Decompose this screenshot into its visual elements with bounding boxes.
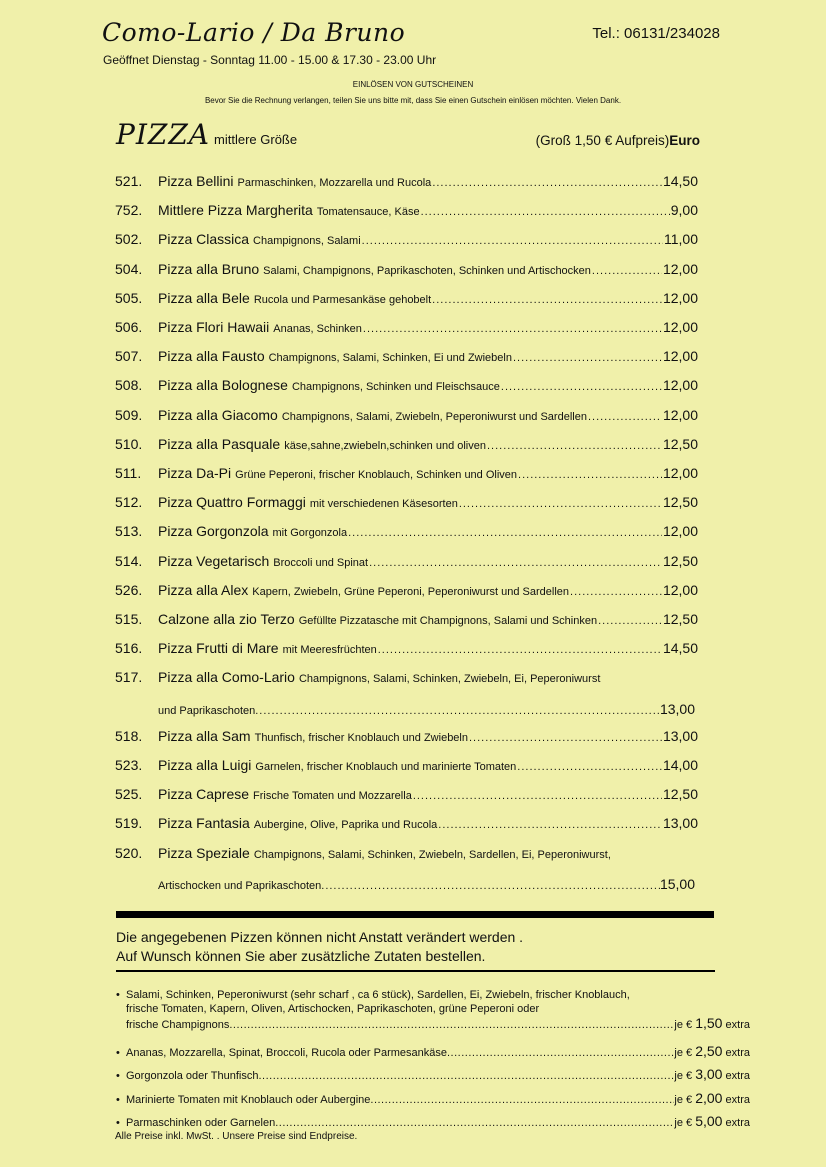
menu-item (115, 290, 698, 306)
leader-dots (570, 586, 662, 598)
item-description: Kapern, Zwiebeln, Grüne Peperoni, Peperoniwurst und Sardellen (252, 585, 570, 598)
item-description: Gefüllte Pizzatasche mit Champignons, Salami und Schinken (298, 615, 598, 627)
item-description: Rucola und Parmesankäse gehobelt (253, 293, 432, 306)
item-name: Pizza alla Bolognese (158, 377, 288, 394)
price-amount: 1,50 (695, 1016, 723, 1031)
item-name: Pizza alla Como-Lario (158, 669, 295, 686)
item-number: 514. (115, 552, 143, 569)
item-description: Champignons, Schinken und Fleischsauce (291, 381, 500, 394)
extra-option (116, 1114, 750, 1130)
item-number: 516. (115, 640, 143, 657)
item-price: 12,00 (662, 319, 698, 335)
item-description: mit Meeresfrüchten (282, 644, 377, 657)
bullet-icon: • (116, 989, 120, 1001)
item-number: 518. (115, 727, 143, 744)
item-price: 15,00 (659, 875, 695, 892)
item-name: Pizza Quattro Formaggi (158, 494, 306, 511)
menu-item (115, 728, 698, 744)
menu-item (115, 465, 698, 481)
item-name: Mittlere Pizza Margherita (158, 202, 313, 219)
menu-item-continued (158, 876, 695, 892)
item-number: 509. (115, 406, 143, 423)
leader-dots (588, 411, 662, 423)
extra-option (116, 1091, 750, 1107)
item-number: 519. (115, 815, 143, 832)
extra-text: Marinierte Tomaten mit Knoblauch oder Aubergine (126, 1094, 371, 1106)
extra-price-line (116, 1016, 750, 1032)
item-price: 14,00 (662, 757, 698, 773)
item-name: Pizza Caprese (158, 786, 250, 803)
item-price: 11,00 (664, 231, 698, 248)
menu-item (115, 523, 698, 539)
extra-text: frische Champignons (126, 1019, 230, 1031)
leader-dots (459, 498, 662, 510)
bullet-icon: • (116, 1094, 120, 1106)
leader-dots (369, 557, 662, 569)
item-description: käse,sahne,zwiebeln,schinken und oliven (284, 439, 486, 452)
item-description: Thunfisch, frischer Knoblauch und Zwiebeln (254, 731, 468, 744)
restaurant-name: Como-Lario / Da Bruno (102, 18, 406, 47)
leader-dots (362, 235, 663, 247)
item-number: 513. (115, 523, 143, 540)
extra-option (116, 988, 750, 1032)
item-number: 752. (115, 202, 143, 219)
extra-price (674, 1067, 750, 1083)
leader-dots (598, 615, 662, 627)
item-name: Pizza Da-Pi (158, 465, 232, 481)
extra-text: Parmaschinken oder Garnelen (126, 1117, 276, 1129)
item-price: 12,00 (662, 406, 698, 423)
item-name: Pizza Vegetarisch (158, 552, 270, 569)
menu-item (115, 261, 698, 277)
item-number: 523. (115, 757, 143, 773)
item-name: Pizza Gorgonzola (158, 523, 269, 540)
leader-dots (432, 294, 662, 306)
item-number: 510. (115, 435, 143, 452)
item-price: 13,00 (662, 815, 698, 832)
voucher-text: Bevor Sie die Rechnung verlangen, teilen Sie uns bitte mit, dass Sie einen Gutschein einlösen möchten. Vielen Dank. (204, 96, 622, 105)
item-number: 504. (115, 260, 143, 277)
price-prefix: je € (674, 1094, 693, 1106)
leader-dots (255, 705, 660, 717)
extra-price (674, 1016, 750, 1032)
large-size-note (536, 133, 700, 148)
divider-thick (116, 911, 714, 918)
leader-dots (517, 761, 662, 773)
item-name: Pizza alla Alex (158, 581, 249, 598)
item-number: 521. (115, 173, 143, 189)
leader-dots (518, 469, 662, 481)
menu-item (115, 845, 698, 861)
menu-item (115, 786, 698, 802)
item-description: Champignons, Salami, Schinken, Zwiebeln, Sardellen, Ei, Peperoniwurst, (253, 848, 611, 861)
item-description: Champignons, Salami (253, 235, 361, 248)
item-price: 12,50 (662, 611, 698, 627)
menu-item (115, 319, 698, 335)
leader-dots (275, 1116, 674, 1130)
menu-item (115, 377, 698, 393)
item-number: 507. (115, 348, 143, 365)
item-name: Calzone alla zio Terzo (158, 611, 295, 627)
leader-dots (513, 352, 662, 364)
item-name: Pizza Fantasia (158, 815, 250, 832)
item-price: 12,50 (662, 552, 698, 569)
menu-item (115, 553, 698, 569)
price-suffix: extra (725, 1019, 750, 1031)
item-name: Pizza Bellini (158, 173, 234, 189)
section-title: PIZZA (116, 118, 211, 151)
leader-dots (438, 819, 662, 831)
item-price: 12,50 (662, 435, 698, 452)
menu-item (115, 407, 698, 423)
item-name: Pizza alla Sam (158, 727, 251, 744)
item-description: Champignons, Salami, Zwiebeln, Peperoniwurst und Sardellen (281, 410, 587, 423)
leader-dots (259, 1069, 675, 1083)
item-name: Pizza Flori Hawaii (158, 319, 270, 335)
item-number: 525. (115, 786, 143, 803)
item-description: Champignons, Salami, Schinken, Ei und Zwiebeln (268, 352, 512, 365)
item-description: Ananas, Schinken (273, 323, 362, 335)
menu-item (115, 669, 698, 685)
extra-option (116, 1067, 750, 1083)
item-description: Salami, Champignons, Paprikaschoten, Schinken und Artischocken (263, 264, 591, 277)
extra-text-line: Salami, Schinken, Peperoniwurst (sehr scharf , ca 6 stück), Sardellen, Ei, Zwiebeln, frischer Knoblauch, (126, 989, 630, 1001)
leader-dots (592, 265, 662, 277)
item-name: Pizza alla Bruno (158, 260, 260, 277)
menu-item (115, 815, 698, 831)
item-number: 512. (115, 494, 143, 511)
extra-text: Ananas, Mozzarella, Spinat, Broccoli, Rucola oder Parmesankäse (126, 1047, 447, 1059)
menu-item (115, 348, 698, 364)
extra-price (674, 1044, 750, 1060)
price-amount: 5,00 (695, 1114, 723, 1129)
item-name: Pizza alla Pasquale (158, 435, 281, 452)
price-prefix: je € (674, 1047, 693, 1059)
item-description: mit Gorgonzola (272, 527, 348, 540)
leader-dots (487, 440, 662, 452)
item-name: Pizza alla Bele (158, 289, 250, 306)
item-description: Garnelen, frischer Knoblauch und marinierte Tomaten (255, 761, 517, 773)
item-number: 526. (115, 581, 143, 598)
item-price: 12,50 (662, 786, 698, 803)
item-price: 9,00 (670, 202, 698, 219)
item-number: 520. (115, 844, 143, 861)
phone-number: Tel.: 06131/234028 (592, 25, 720, 42)
menu-item (115, 611, 698, 627)
item-name: Pizza Speziale (158, 844, 250, 861)
item-description-cont: und Paprikaschoten (158, 704, 256, 717)
item-description: Grüne Peperoni, frischer Knoblauch, Schinken und Oliven (235, 469, 518, 481)
item-price: 14,50 (662, 173, 698, 189)
leader-dots (432, 177, 662, 189)
menu-item (115, 640, 698, 656)
notice-line-1: Die angegebenen Pizzen können nicht Anstatt verändert werden . (116, 929, 524, 945)
item-price: 14,50 (662, 640, 698, 657)
bullet-icon: • (116, 1117, 120, 1129)
voucher-title: EINLÖSEN VON GUTSCHEINEN (352, 80, 474, 89)
item-description: Frische Tomaten und Mozzarella (253, 790, 412, 803)
leader-dots (378, 644, 662, 656)
item-description: Aubergine, Olive, Paprika und Rucola (253, 819, 438, 832)
price-suffix: extra (725, 1070, 750, 1082)
notice-line-2: Auf Wunsch können Sie aber zusätzliche Zutaten bestellen. (116, 948, 486, 964)
price-suffix: extra (725, 1117, 750, 1129)
extra-option (116, 1044, 750, 1060)
menu-item (115, 582, 698, 598)
item-number: 505. (115, 289, 143, 306)
leader-dots (469, 732, 662, 744)
leader-dots (348, 527, 662, 539)
item-name: Pizza alla Fausto (158, 348, 265, 365)
item-price: 12,50 (662, 494, 698, 511)
item-price: 12,00 (662, 377, 698, 394)
extra-price-line (116, 1044, 750, 1060)
item-number: 511. (115, 465, 142, 481)
item-description: Parmaschinken, Mozzarella und Rucola (237, 177, 432, 189)
item-price: 12,00 (662, 581, 698, 598)
menu-item (115, 436, 698, 452)
item-number: 502. (115, 231, 143, 248)
extra-first-line (116, 988, 750, 1002)
price-suffix: extra (725, 1094, 750, 1106)
divider-thin (116, 970, 715, 972)
leader-dots (447, 1046, 674, 1060)
leader-dots (363, 323, 662, 335)
item-name: Pizza Classica (158, 231, 250, 248)
leader-dots (229, 1018, 674, 1032)
menu-item (115, 202, 698, 218)
extra-price (674, 1114, 750, 1130)
price-prefix: je € (674, 1117, 693, 1129)
section-heading (116, 118, 297, 151)
menu-item (115, 173, 698, 189)
menu-item (115, 231, 698, 247)
menu-item (115, 757, 698, 773)
item-name: Pizza Frutti di Mare (158, 640, 279, 657)
section-subtitle: mittlere Größe (214, 132, 298, 147)
item-description: Tomatensauce, Käse (316, 206, 420, 219)
extra-price-line (116, 1067, 750, 1083)
price-prefix: je € (674, 1019, 693, 1031)
footer-note: Alle Preise inkl. MwSt. . Unsere Preise sind Endpreise. (115, 1131, 358, 1142)
leader-dots (413, 790, 662, 802)
price-suffix: extra (725, 1047, 750, 1059)
item-name: Pizza alla Giacomo (158, 406, 278, 423)
bullet-icon: • (116, 1070, 120, 1082)
bullet-icon: • (116, 1047, 120, 1059)
item-number: 515. (115, 611, 143, 627)
extra-text-line: frische Tomaten, Kapern, Oliven, Artischocken, Paprikaschoten, grüne Peperoni oder (126, 1003, 540, 1015)
price-amount: 2,00 (695, 1091, 723, 1106)
item-price: 12,00 (662, 348, 698, 365)
item-description: Broccoli und Spinat (273, 556, 369, 569)
item-price: 13,00 (659, 700, 695, 717)
large-surcharge: (Groß 1,50 € Aufpreis) (535, 133, 670, 148)
price-amount: 2,50 (695, 1044, 723, 1059)
item-name: Pizza alla Luigi (158, 757, 252, 773)
price-amount: 3,00 (695, 1067, 723, 1082)
extra-price-line (116, 1091, 750, 1107)
menu-item-continued (158, 701, 695, 717)
price-prefix: je € (674, 1070, 693, 1082)
currency-label: Euro (669, 133, 700, 148)
item-number: 508. (115, 377, 143, 394)
leader-dots (501, 381, 662, 393)
opening-hours: Geöffnet Dienstag - Sonntag 11.00 - 15.00 & 17.30 - 23.00 Uhr (103, 53, 437, 67)
item-price: 13,00 (662, 727, 698, 744)
extra-price-line (116, 1114, 750, 1130)
leader-dots (421, 206, 670, 218)
item-description-cont: Artischocken und Paprikaschoten (158, 879, 322, 892)
extra-price (674, 1091, 750, 1107)
item-price: 12,00 (662, 260, 698, 277)
item-number: 517. (115, 669, 143, 686)
item-description: Champignons, Salami, Schinken, Zwiebeln, Ei, Peperoniwurst (298, 673, 601, 686)
item-description: mit verschiedenen Käsesorten (309, 498, 458, 511)
extra-text: Gorgonzola oder Thunfisch (126, 1070, 259, 1082)
menu-item (115, 494, 698, 510)
notice (116, 928, 523, 966)
item-price: 12,00 (662, 523, 698, 540)
item-number: 506. (115, 319, 143, 335)
leader-dots (321, 880, 660, 892)
leader-dots (370, 1093, 674, 1107)
item-price: 12,00 (662, 289, 698, 306)
item-price: 12,00 (662, 465, 698, 481)
